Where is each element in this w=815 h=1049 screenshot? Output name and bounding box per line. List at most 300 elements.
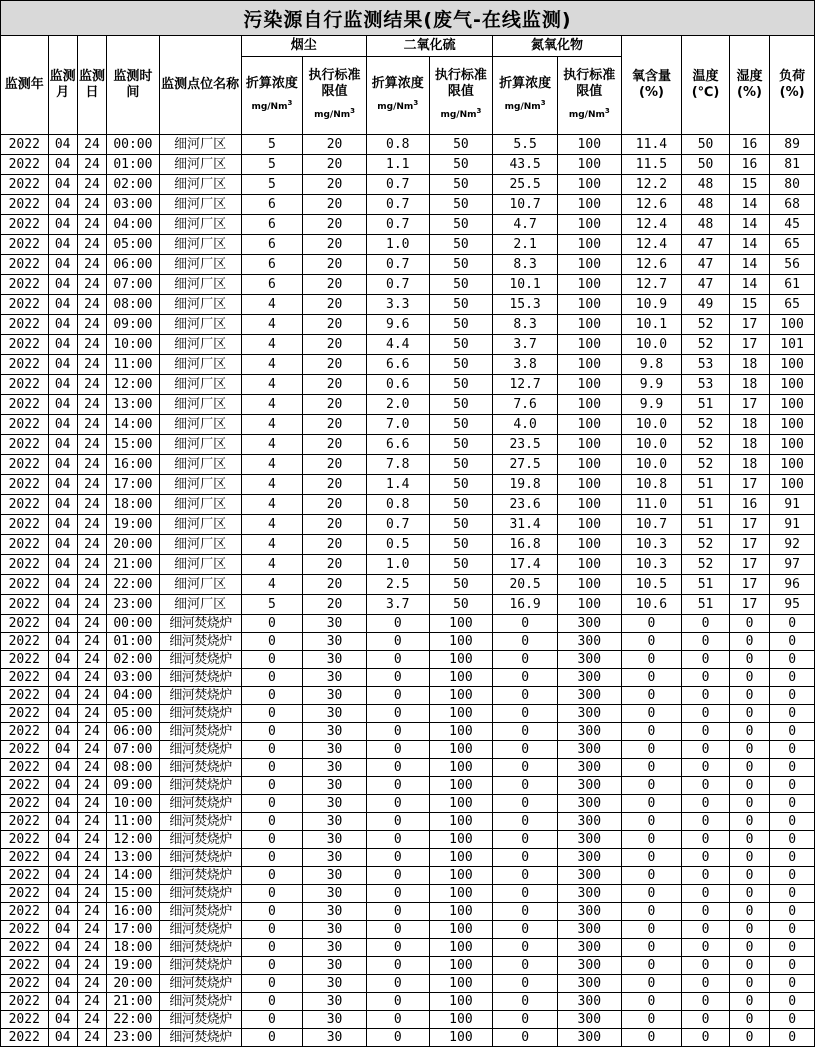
cell-smoke-limit: 20 [303, 155, 367, 175]
cell-month: 04 [48, 515, 77, 535]
cell-smoke-limit: 30 [303, 669, 367, 687]
cell-smoke-concentration: 0 [241, 705, 303, 723]
cell-smoke-concentration: 4 [241, 375, 303, 395]
cell-location: 细河焚烧炉 [159, 957, 241, 975]
cell-smoke-limit: 30 [303, 921, 367, 939]
cell-smoke-limit: 20 [303, 375, 367, 395]
cell-day: 24 [77, 633, 106, 651]
cell-temperature: 52 [682, 535, 730, 555]
cell-oxygen: 12.2 [621, 175, 682, 195]
cell-smoke-limit: 20 [303, 515, 367, 535]
cell-year: 2022 [1, 651, 49, 669]
cell-time: 07:00 [107, 741, 160, 759]
cell-load: 92 [770, 535, 815, 555]
cell-nox-limit: 300 [557, 957, 621, 975]
cell-nox-concentration: 0 [493, 777, 558, 795]
cell-month: 04 [48, 957, 77, 975]
cell-smoke-concentration: 0 [241, 687, 303, 705]
cell-time: 22:00 [107, 575, 160, 595]
cell-temperature: 48 [682, 195, 730, 215]
cell-day: 24 [77, 975, 106, 993]
cell-load: 45 [770, 215, 815, 235]
cell-nox-concentration: 0 [493, 813, 558, 831]
table-row [1, 435, 815, 455]
cell-year: 2022 [1, 395, 49, 415]
cell-nox-concentration: 15.3 [493, 295, 558, 315]
cell-so2-limit: 50 [429, 155, 493, 175]
cell-year: 2022 [1, 975, 49, 993]
cell-load: 80 [770, 175, 815, 195]
cell-humidity: 0 [729, 759, 769, 777]
cell-humidity: 15 [729, 295, 769, 315]
cell-smoke-limit: 20 [303, 475, 367, 495]
cell-year: 2022 [1, 435, 49, 455]
table-row [1, 175, 815, 195]
cell-smoke-concentration: 0 [241, 777, 303, 795]
cell-smoke-limit: 30 [303, 1011, 367, 1029]
cell-temperature: 47 [682, 255, 730, 275]
cell-load: 0 [770, 795, 815, 813]
cell-location: 细河焚烧炉 [159, 705, 241, 723]
cell-nox-concentration: 17.4 [493, 555, 558, 575]
cell-location: 细河厂区 [159, 395, 241, 415]
cell-oxygen: 11.5 [621, 155, 682, 175]
cell-smoke-limit: 30 [303, 633, 367, 651]
table-row [1, 867, 815, 885]
cell-humidity: 0 [729, 975, 769, 993]
cell-temperature: 0 [682, 741, 730, 759]
cell-month: 04 [48, 687, 77, 705]
cell-day: 24 [77, 335, 106, 355]
cell-year: 2022 [1, 741, 49, 759]
cell-day: 24 [77, 495, 106, 515]
cell-oxygen: 0 [621, 867, 682, 885]
cell-month: 04 [48, 795, 77, 813]
cell-temperature: 51 [682, 395, 730, 415]
cell-load: 81 [770, 155, 815, 175]
cell-location: 细河焚烧炉 [159, 975, 241, 993]
cell-smoke-concentration: 0 [241, 615, 303, 633]
cell-year: 2022 [1, 335, 49, 355]
table-row [1, 939, 815, 957]
cell-location: 细河焚烧炉 [159, 867, 241, 885]
cell-location: 细河焚烧炉 [159, 795, 241, 813]
cell-month: 04 [48, 759, 77, 777]
cell-month: 04 [48, 885, 77, 903]
cell-year: 2022 [1, 235, 49, 255]
cell-so2-concentration: 0 [366, 759, 429, 777]
cell-location: 细河厂区 [159, 155, 241, 175]
cell-so2-concentration: 2.5 [366, 575, 429, 595]
cell-so2-limit: 50 [429, 135, 493, 155]
cell-oxygen: 0 [621, 633, 682, 651]
cell-nox-concentration: 43.5 [493, 155, 558, 175]
table-row [1, 355, 815, 375]
cell-time: 16:00 [107, 455, 160, 475]
cell-temperature: 0 [682, 849, 730, 867]
cell-so2-concentration: 0 [366, 867, 429, 885]
cell-location: 细河焚烧炉 [159, 615, 241, 633]
cell-location: 细河厂区 [159, 415, 241, 435]
cell-temperature: 0 [682, 903, 730, 921]
cell-nox-concentration: 12.7 [493, 375, 558, 395]
cell-location: 细河厂区 [159, 255, 241, 275]
cell-month: 04 [48, 415, 77, 435]
table-row [1, 975, 815, 993]
cell-temperature: 0 [682, 687, 730, 705]
cell-time: 13:00 [107, 395, 160, 415]
cell-so2-concentration: 0 [366, 777, 429, 795]
cell-oxygen: 10.8 [621, 475, 682, 495]
cell-smoke-limit: 20 [303, 575, 367, 595]
cell-so2-concentration: 0 [366, 633, 429, 651]
cell-nox-concentration: 0 [493, 1029, 558, 1047]
table-row [1, 777, 815, 795]
cell-day: 24 [77, 867, 106, 885]
cell-load: 0 [770, 777, 815, 795]
cell-load: 91 [770, 515, 815, 535]
cell-smoke-concentration: 6 [241, 235, 303, 255]
cell-temperature: 0 [682, 795, 730, 813]
cell-nox-concentration: 0 [493, 723, 558, 741]
cell-temperature: 0 [682, 705, 730, 723]
cell-time: 11:00 [107, 813, 160, 831]
cell-humidity: 0 [729, 849, 769, 867]
header-nox: 氮氧化物 [493, 36, 621, 57]
cell-humidity: 14 [729, 195, 769, 215]
cell-humidity: 15 [729, 175, 769, 195]
cell-load: 0 [770, 615, 815, 633]
cell-humidity: 0 [729, 867, 769, 885]
cell-smoke-concentration: 4 [241, 335, 303, 355]
cell-oxygen: 0 [621, 723, 682, 741]
cell-so2-limit: 100 [429, 1029, 493, 1047]
cell-oxygen: 11.4 [621, 135, 682, 155]
cell-so2-concentration: 0.8 [366, 495, 429, 515]
cell-year: 2022 [1, 555, 49, 575]
cell-load: 0 [770, 669, 815, 687]
cell-so2-concentration: 0 [366, 669, 429, 687]
cell-temperature: 0 [682, 867, 730, 885]
cell-load: 0 [770, 831, 815, 849]
cell-so2-limit: 50 [429, 295, 493, 315]
cell-load: 0 [770, 687, 815, 705]
cell-load: 91 [770, 495, 815, 515]
cell-year: 2022 [1, 831, 49, 849]
cell-location: 细河焚烧炉 [159, 849, 241, 867]
header-so2: 二氧化硫 [366, 36, 492, 57]
cell-time: 20:00 [107, 535, 160, 555]
cell-smoke-limit: 30 [303, 813, 367, 831]
cell-time: 02:00 [107, 651, 160, 669]
cell-humidity: 0 [729, 741, 769, 759]
cell-so2-concentration: 0.7 [366, 215, 429, 235]
cell-so2-limit: 50 [429, 335, 493, 355]
cell-so2-limit: 100 [429, 615, 493, 633]
cell-location: 细河焚烧炉 [159, 993, 241, 1011]
cell-location: 细河厂区 [159, 215, 241, 235]
cell-location: 细河厂区 [159, 515, 241, 535]
cell-year: 2022 [1, 315, 49, 335]
header-oxygen: 氧含量(%) [621, 36, 682, 135]
cell-smoke-limit: 20 [303, 295, 367, 315]
cell-humidity: 0 [729, 687, 769, 705]
cell-smoke-concentration: 4 [241, 555, 303, 575]
cell-nox-concentration: 7.6 [493, 395, 558, 415]
cell-month: 04 [48, 831, 77, 849]
cell-so2-concentration: 6.6 [366, 435, 429, 455]
cell-oxygen: 10.3 [621, 555, 682, 575]
cell-location: 细河焚烧炉 [159, 741, 241, 759]
cell-location: 细河焚烧炉 [159, 903, 241, 921]
cell-so2-limit: 50 [429, 515, 493, 535]
cell-location: 细河焚烧炉 [159, 687, 241, 705]
cell-nox-limit: 300 [557, 939, 621, 957]
cell-location: 细河厂区 [159, 535, 241, 555]
cell-nox-limit: 300 [557, 741, 621, 759]
cell-year: 2022 [1, 705, 49, 723]
cell-humidity: 14 [729, 215, 769, 235]
cell-smoke-concentration: 4 [241, 475, 303, 495]
cell-smoke-limit: 20 [303, 455, 367, 475]
table-body [1, 135, 815, 1047]
cell-temperature: 0 [682, 885, 730, 903]
cell-nox-concentration: 27.5 [493, 455, 558, 475]
cell-so2-limit: 100 [429, 903, 493, 921]
cell-month: 04 [48, 175, 77, 195]
cell-humidity: 18 [729, 455, 769, 475]
cell-time: 14:00 [107, 415, 160, 435]
table-row [1, 849, 815, 867]
cell-month: 04 [48, 495, 77, 515]
cell-day: 24 [77, 215, 106, 235]
cell-location: 细河厂区 [159, 175, 241, 195]
cell-year: 2022 [1, 415, 49, 435]
cell-temperature: 0 [682, 813, 730, 831]
cell-smoke-limit: 30 [303, 885, 367, 903]
table-row [1, 595, 815, 615]
table-row [1, 1029, 815, 1047]
cell-temperature: 50 [682, 155, 730, 175]
cell-so2-concentration: 0 [366, 975, 429, 993]
cell-year: 2022 [1, 867, 49, 885]
cell-day: 24 [77, 777, 106, 795]
header-time: 监测时间 [107, 36, 160, 135]
cell-so2-concentration: 1.0 [366, 555, 429, 575]
table-row [1, 687, 815, 705]
cell-oxygen: 10.1 [621, 315, 682, 335]
cell-location: 细河厂区 [159, 495, 241, 515]
cell-load: 0 [770, 957, 815, 975]
cell-year: 2022 [1, 535, 49, 555]
cell-oxygen: 12.4 [621, 235, 682, 255]
cell-nox-limit: 300 [557, 975, 621, 993]
cell-temperature: 52 [682, 415, 730, 435]
cell-month: 04 [48, 135, 77, 155]
cell-year: 2022 [1, 295, 49, 315]
cell-month: 04 [48, 215, 77, 235]
cell-humidity: 17 [729, 395, 769, 415]
cell-so2-limit: 50 [429, 415, 493, 435]
cell-time: 05:00 [107, 235, 160, 255]
cell-so2-concentration: 0 [366, 741, 429, 759]
cell-nox-limit: 300 [557, 777, 621, 795]
cell-smoke-limit: 30 [303, 1029, 367, 1047]
cell-oxygen: 0 [621, 903, 682, 921]
cell-smoke-concentration: 0 [241, 669, 303, 687]
cell-time: 01:00 [107, 633, 160, 651]
cell-oxygen: 12.4 [621, 215, 682, 235]
cell-so2-concentration: 0 [366, 687, 429, 705]
cell-location: 细河厂区 [159, 315, 241, 335]
cell-so2-concentration: 3.3 [366, 295, 429, 315]
cell-year: 2022 [1, 375, 49, 395]
cell-day: 24 [77, 759, 106, 777]
cell-so2-limit: 50 [429, 215, 493, 235]
cell-year: 2022 [1, 939, 49, 957]
cell-so2-concentration: 0.8 [366, 135, 429, 155]
cell-smoke-limit: 30 [303, 831, 367, 849]
header-day: 监测日 [77, 36, 106, 135]
table-row [1, 723, 815, 741]
cell-nox-concentration: 0 [493, 903, 558, 921]
table-row [1, 315, 815, 335]
cell-humidity: 14 [729, 275, 769, 295]
cell-load: 0 [770, 885, 815, 903]
cell-oxygen: 0 [621, 1011, 682, 1029]
cell-humidity: 18 [729, 435, 769, 455]
cell-year: 2022 [1, 595, 49, 615]
cell-nox-limit: 100 [557, 135, 621, 155]
cell-day: 24 [77, 957, 106, 975]
cell-time: 03:00 [107, 195, 160, 215]
cell-smoke-concentration: 0 [241, 813, 303, 831]
cell-location: 细河焚烧炉 [159, 669, 241, 687]
cell-year: 2022 [1, 135, 49, 155]
cell-smoke-limit: 30 [303, 849, 367, 867]
cell-month: 04 [48, 813, 77, 831]
cell-location: 细河焚烧炉 [159, 831, 241, 849]
cell-month: 04 [48, 633, 77, 651]
cell-oxygen: 0 [621, 777, 682, 795]
cell-humidity: 0 [729, 723, 769, 741]
cell-year: 2022 [1, 903, 49, 921]
cell-time: 08:00 [107, 295, 160, 315]
cell-temperature: 0 [682, 759, 730, 777]
cell-day: 24 [77, 375, 106, 395]
cell-oxygen: 12.6 [621, 255, 682, 275]
cell-so2-limit: 100 [429, 993, 493, 1011]
cell-so2-limit: 50 [429, 555, 493, 575]
table-row [1, 651, 815, 669]
header-so2-limit: 执行标准限值 mg/Nm$^3$ [429, 57, 493, 135]
table-row [1, 415, 815, 435]
cell-oxygen: 0 [621, 831, 682, 849]
cell-load: 101 [770, 335, 815, 355]
cell-smoke-limit: 30 [303, 957, 367, 975]
cell-location: 细河焚烧炉 [159, 1011, 241, 1029]
cell-month: 04 [48, 435, 77, 455]
cell-humidity: 0 [729, 993, 769, 1011]
cell-smoke-limit: 20 [303, 235, 367, 255]
cell-smoke-concentration: 0 [241, 723, 303, 741]
table-row [1, 255, 815, 275]
cell-nox-concentration: 0 [493, 705, 558, 723]
cell-temperature: 0 [682, 831, 730, 849]
cell-smoke-limit: 20 [303, 275, 367, 295]
cell-year: 2022 [1, 475, 49, 495]
cell-smoke-concentration: 0 [241, 795, 303, 813]
cell-month: 04 [48, 993, 77, 1011]
cell-smoke-limit: 20 [303, 555, 367, 575]
cell-time: 12:00 [107, 375, 160, 395]
cell-smoke-limit: 30 [303, 903, 367, 921]
cell-nox-limit: 100 [557, 515, 621, 535]
cell-smoke-concentration: 5 [241, 135, 303, 155]
cell-nox-concentration: 20.5 [493, 575, 558, 595]
cell-load: 100 [770, 455, 815, 475]
cell-so2-concentration: 0.6 [366, 375, 429, 395]
cell-so2-concentration: 0 [366, 885, 429, 903]
cell-day: 24 [77, 395, 106, 415]
cell-month: 04 [48, 669, 77, 687]
cell-humidity: 0 [729, 885, 769, 903]
cell-day: 24 [77, 831, 106, 849]
cell-time: 15:00 [107, 885, 160, 903]
cell-year: 2022 [1, 275, 49, 295]
cell-humidity: 17 [729, 335, 769, 355]
table-row [1, 831, 815, 849]
cell-oxygen: 11.0 [621, 495, 682, 515]
cell-so2-limit: 50 [429, 195, 493, 215]
cell-time: 06:00 [107, 255, 160, 275]
cell-smoke-limit: 20 [303, 415, 367, 435]
cell-so2-concentration: 0 [366, 1029, 429, 1047]
cell-humidity: 18 [729, 355, 769, 375]
cell-so2-limit: 50 [429, 175, 493, 195]
cell-smoke-concentration: 4 [241, 515, 303, 535]
cell-month: 04 [48, 939, 77, 957]
table-row [1, 741, 815, 759]
cell-time: 09:00 [107, 315, 160, 335]
cell-oxygen: 0 [621, 993, 682, 1011]
cell-so2-limit: 100 [429, 669, 493, 687]
cell-nox-limit: 300 [557, 867, 621, 885]
table-row [1, 1011, 815, 1029]
cell-smoke-limit: 20 [303, 135, 367, 155]
cell-year: 2022 [1, 195, 49, 215]
cell-month: 04 [48, 651, 77, 669]
cell-temperature: 51 [682, 515, 730, 535]
cell-month: 04 [48, 255, 77, 275]
cell-smoke-concentration: 5 [241, 155, 303, 175]
table-row [1, 795, 815, 813]
cell-smoke-concentration: 0 [241, 849, 303, 867]
cell-temperature: 47 [682, 275, 730, 295]
cell-so2-limit: 100 [429, 885, 493, 903]
cell-humidity: 0 [729, 1011, 769, 1029]
cell-nox-concentration: 16.8 [493, 535, 558, 555]
cell-nox-limit: 300 [557, 993, 621, 1011]
cell-oxygen: 10.0 [621, 415, 682, 435]
cell-humidity: 17 [729, 555, 769, 575]
cell-nox-concentration: 0 [493, 795, 558, 813]
cell-time: 15:00 [107, 435, 160, 455]
table-row [1, 135, 815, 155]
cell-humidity: 16 [729, 495, 769, 515]
cell-load: 96 [770, 575, 815, 595]
cell-month: 04 [48, 375, 77, 395]
